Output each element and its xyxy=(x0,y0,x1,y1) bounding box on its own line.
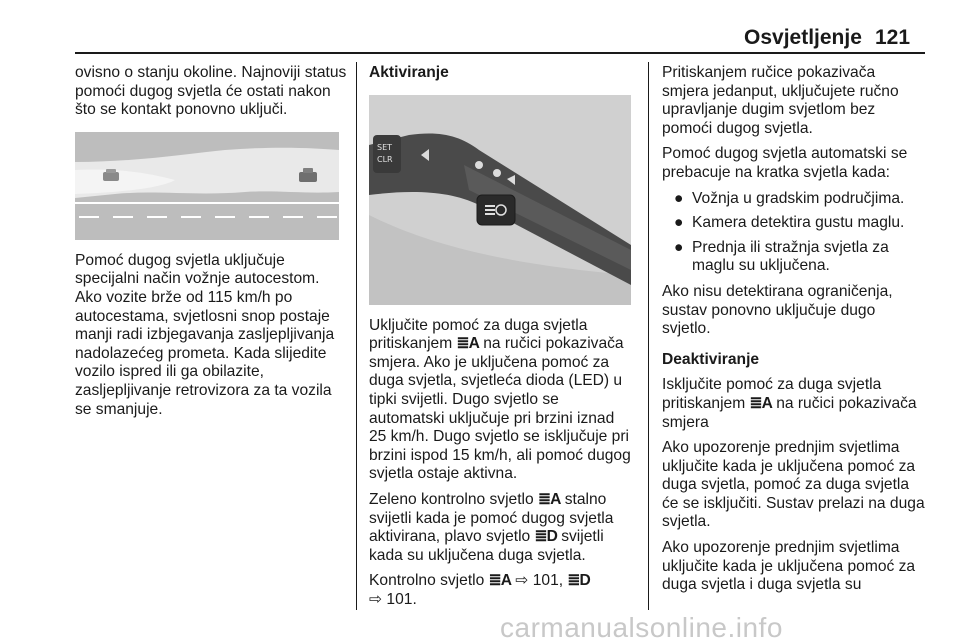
watermark: carmanualsonline.info xyxy=(500,612,783,643)
activation-paragraph-2: Zeleno kontrolno svjetlo ≣A stalno svijetli kada je pomoć dugog svjetla aktivirana, plavo svjetlo ≣D svijetli kada su uključena duga svjetla. xyxy=(369,490,614,564)
page-number: 121 xyxy=(875,26,911,49)
column-3 xyxy=(662,64,926,602)
high-beam-icon: ≣D xyxy=(534,528,557,546)
activation-paragraph-3: Kontrolno svjetlo ≣A ⇨ 101, ≣D ⇨ 101. xyxy=(369,572,590,608)
activation-paragraph-1: Uključite pomoć za duga svjetla pritiskanjem ≣A na ručici pokazivača smjera. Ako je uključena pomoć za duga svjetla, svjetleća dioda (LED) u tipki svijetli. Dugo svjetlo se automatski uključuje pri brzini iznad 25 km/h. Dugo svjetlo se isključuje pri brzini ispod 15 km/h, ali pomoć dugog svjetla ostaje aktivna. xyxy=(369,316,631,483)
svg-text:SET: SET xyxy=(377,142,393,152)
col3-paragraph-1: Pritiskanjem ručice pokazivača smjera jedanput, uključujete ručno upravljanje dugim svjetlom bez pomoći dugog svjetla. xyxy=(662,64,899,137)
col3-paragraph-4: Isključite pomoć za duga svjetla pritiskanjem ≣A na ručici pokazivača smjera xyxy=(662,376,917,431)
page-reference-link[interactable]: 101. xyxy=(386,590,417,608)
col3-paragraph-2: Pomoć dugog svjetla automatski se prebacuje na kratka svjetla kada: xyxy=(662,145,908,181)
page-reference-icon: ⇨ xyxy=(515,572,529,590)
bullet-icon: ● xyxy=(674,214,684,232)
list-item: ● Vožnja u gradskim područjima. xyxy=(674,189,905,207)
column-2 xyxy=(369,64,633,617)
bullet-icon: ● xyxy=(674,238,684,256)
conditions-list xyxy=(662,190,926,276)
col3-paragraph-3: Ako nisu detektirana ograničenja, sustav ponovno uključuje dugo svjetlo. xyxy=(662,282,893,338)
high-beam-assist-icon: ≣A xyxy=(456,335,479,353)
page-reference-link[interactable]: 101, xyxy=(532,572,568,590)
high-beam-assist-icon: ≣A xyxy=(538,490,561,508)
activation-heading: Aktiviranje xyxy=(369,64,449,81)
page-reference-icon: ⇨ xyxy=(369,590,383,608)
col3-paragraph-6: Ako upozorenje prednjim svjetlima uključite kada je uključena pomoć za duga svjetla i duga svjetla su xyxy=(662,539,916,594)
high-beam-assist-icon: ≣A xyxy=(488,572,511,590)
indicator-stalk-illustration xyxy=(369,95,631,305)
col3-paragraph-5: Ako upozorenje prednjim svjetlima uključite kada je uključena pomoć za duga svjetla, pomoć za duga svjetla će se isključiti. Sustav prelazi na duga svjetla. xyxy=(662,439,925,531)
header-rule xyxy=(75,52,925,54)
col1-paragraph-2: Pomoć dugog svjetla uključuje specijalni način vožnje autocestom. Ako vozite brže od 115 km/h po autocestama, svjetlosni snop postaje manji radi izbjegavanja zasljepljivanja nadolazećeg prometa. Kada slijedite vozilo ispred ili ga obilazite, zasljepljivanje retrovizora za ta vozila se smanjuje. xyxy=(75,251,335,418)
list-item: ● Kamera detektira gustu maglu. xyxy=(674,214,905,232)
high-beam-icon: ≣D xyxy=(567,572,590,590)
list-item: ● Prednja ili stražnja svjetla za maglu su uključena. xyxy=(674,238,889,275)
column-divider-1 xyxy=(356,62,357,610)
col1-paragraph-1: ovisno o stanju okoline. Najnoviji status pomoći dugog svjetla će ostati nakon što se kontakt ponovno uključi. xyxy=(75,64,347,119)
highway-beam-illustration xyxy=(75,132,339,240)
svg-text:CLR: CLR xyxy=(377,154,393,164)
page-header-title: Osvjetljenje xyxy=(744,26,862,49)
high-beam-assist-icon: ≣A xyxy=(749,394,772,412)
column-divider-2 xyxy=(648,62,649,610)
high-beam-assist-button-icon xyxy=(477,195,515,225)
deactivation-heading: Deaktiviranje xyxy=(662,350,760,368)
bullet-icon: ● xyxy=(674,189,684,207)
column-1 xyxy=(75,64,347,426)
